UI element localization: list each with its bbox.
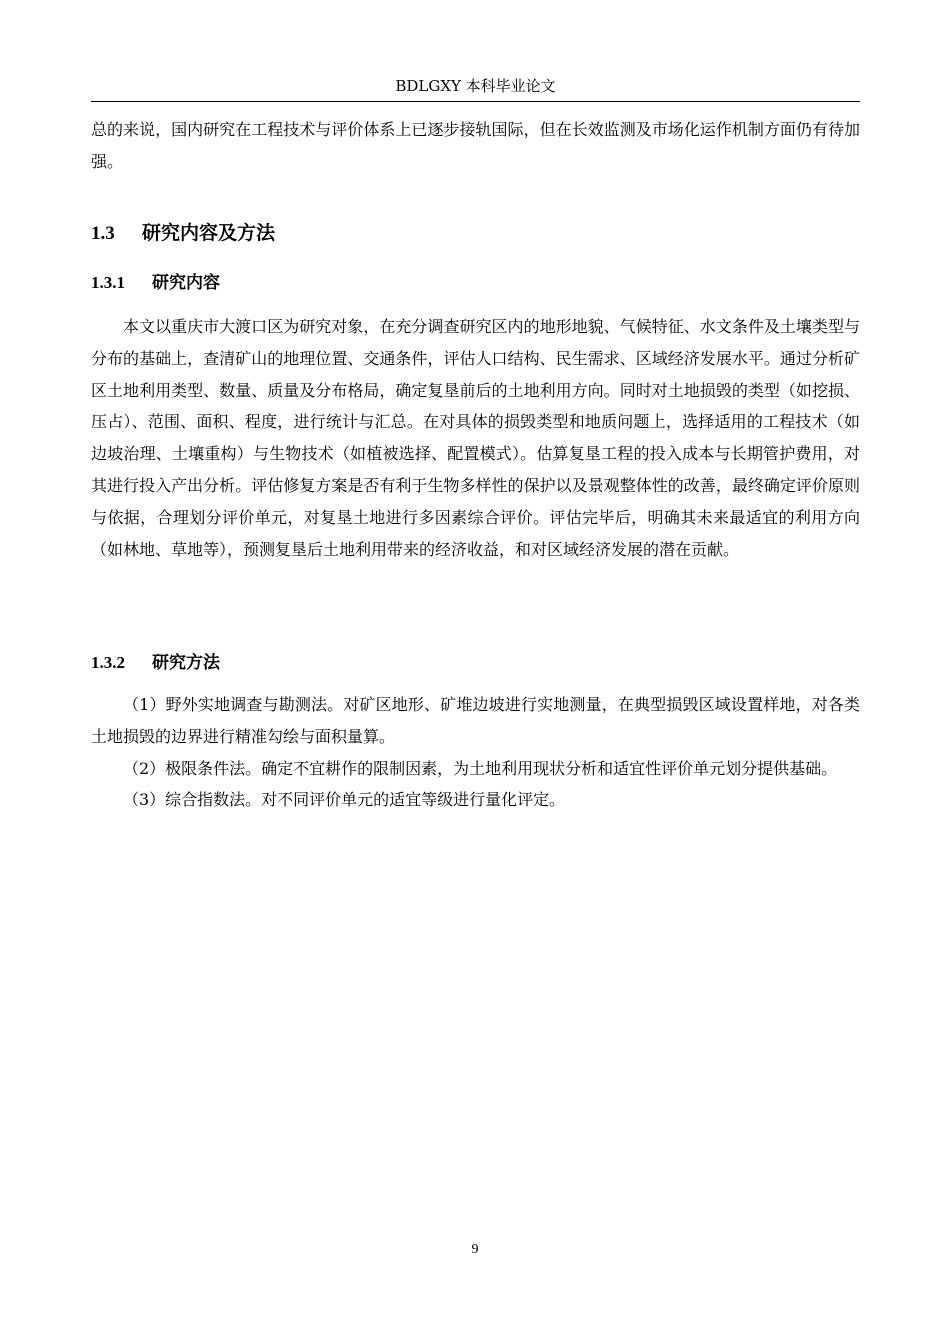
intro-block xyxy=(91,114,860,178)
method-item: （2）极限条件法。确定不宜耕作的限制因素，为土地利用现状分析和适宜性评价单元划分提供基础。 xyxy=(123,758,838,778)
section-heading-1-3 xyxy=(91,220,275,247)
method-item: （1）野外实地调查与勘测法。对矿区地形、矿堆边坡进行实地测量，在典型损毁区域设置样地，对各类土地损毁的边界进行精准勾绘与面积量算。 xyxy=(91,695,860,746)
research-content-block xyxy=(91,311,860,565)
subsection-title: 研究方法 xyxy=(152,653,220,673)
section-title: 研究内容及方法 xyxy=(142,222,276,244)
research-methods-block xyxy=(91,689,860,816)
intro-paragraph: 总的来说，国内研究在工程技术与评价体系上已逐步接轨国际，但在长效监测及市场化运作机制方面仍有待加强。 xyxy=(91,120,860,171)
section-number: 1.3 xyxy=(91,223,115,244)
subsection-heading-1-3-2 xyxy=(91,651,220,675)
research-content-paragraph: 本文以重庆市大渡口区为研究对象，在充分调查研究区内的地形地貌、气候特征、水文条件及土壤类型与分布的基础上，查清矿山的地理位置、交通条件，评估人口结构、民生需求、区域经济发展水平。通过分析矿区土地利用类型、数量、质量及分布格局，确定复垦前后的土地利用方向。同时对土地损毁的类型（如挖损、压占）、范围、面积、程度，进行统计与汇总。在对具体的损毁类型和地质问题上，选择适用的工程技术（如边坡治理、土壤重构）与生物技术（如植被选择、配置模式）。估算复垦工程的投入成本与长期管护费用，对其进行投入产出分析。评估修复方案是否有利于生物多样性的保护以及景观整体性的改善，最终确定评价原则与依据，合理划分评价单元，对复垦土地进行多因素综合评价。评估完毕后，明确其未来最适宜的利用方向（如林地、草地等），预测复垦后土地利用带来的经济收益，和对区域经济发展的潜在贡献。 xyxy=(91,317,860,559)
method-item: （3）综合指数法。对不同评价单元的适宜等级进行量化评定。 xyxy=(123,790,566,810)
subsection-number: 1.3.2 xyxy=(91,653,125,672)
header-divider xyxy=(91,101,860,102)
page-number: 9 xyxy=(471,1242,479,1257)
subsection-heading-1-3-1 xyxy=(91,271,220,295)
subsection-number: 1.3.1 xyxy=(91,273,125,292)
subsection-title: 研究内容 xyxy=(152,273,220,293)
page-header: BDLGXY 本科毕业论文 xyxy=(395,77,556,95)
